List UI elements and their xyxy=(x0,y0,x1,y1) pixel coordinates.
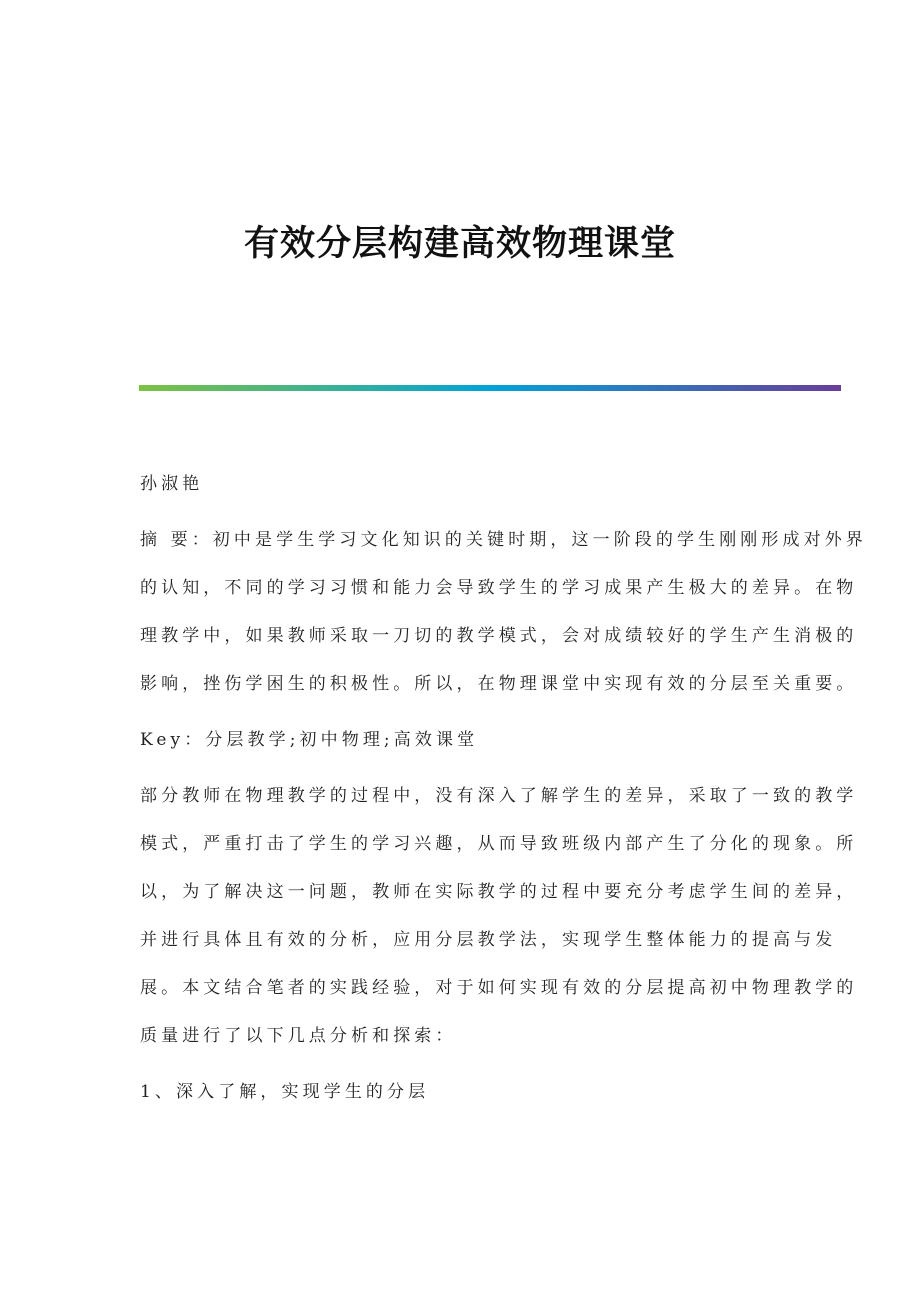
abstract-line: 理教学中，如果教师采取一刀切的教学模式，会对成绩较好的学生产生消极的 xyxy=(140,626,858,646)
body-line: 以，为了解决这一问题，教师在实际教学的过程中要充分考虑学生间的差异， xyxy=(140,882,858,902)
abstract-line: 摘 要：初中是学生学习文化知识的关键时期，这一阶段的学生刚刚形成对外界 xyxy=(140,530,867,550)
gradient-divider xyxy=(139,385,841,391)
body-line: 展。本文结合笔者的实践经验，对于如何实现有效的分层提高初中物理教学的 xyxy=(140,978,858,998)
body-line: 并进行具体且有效的分析，应用分层教学法，实现学生整体能力的提高与发 xyxy=(140,930,837,950)
keywords: Key：分层教学;初中物理;高效课堂 xyxy=(140,730,479,750)
body-line: 模式，严重打击了学生的学习兴趣，从而导致班级内部产生了分化的现象。所 xyxy=(140,834,858,854)
document-title: 有效分层构建高效物理课堂 xyxy=(243,223,676,264)
body-line: 部分教师在物理教学的过程中，没有深入了解学生的差异，采取了一致的教学 xyxy=(140,786,858,806)
author-name: 孙淑艳 xyxy=(140,474,204,494)
body-line: 质量进行了以下几点分析和探索： xyxy=(140,1026,457,1046)
abstract-line: 影响，挫伤学困生的积极性。所以，在物理课堂中实现有效的分层至关重要。 xyxy=(140,674,858,694)
section-heading: 1、深入了解，实现学生的分层 xyxy=(140,1082,430,1102)
abstract-line: 的认知，不同的学习习惯和能力会导致学生的学习成果产生极大的差异。在物 xyxy=(140,578,858,598)
